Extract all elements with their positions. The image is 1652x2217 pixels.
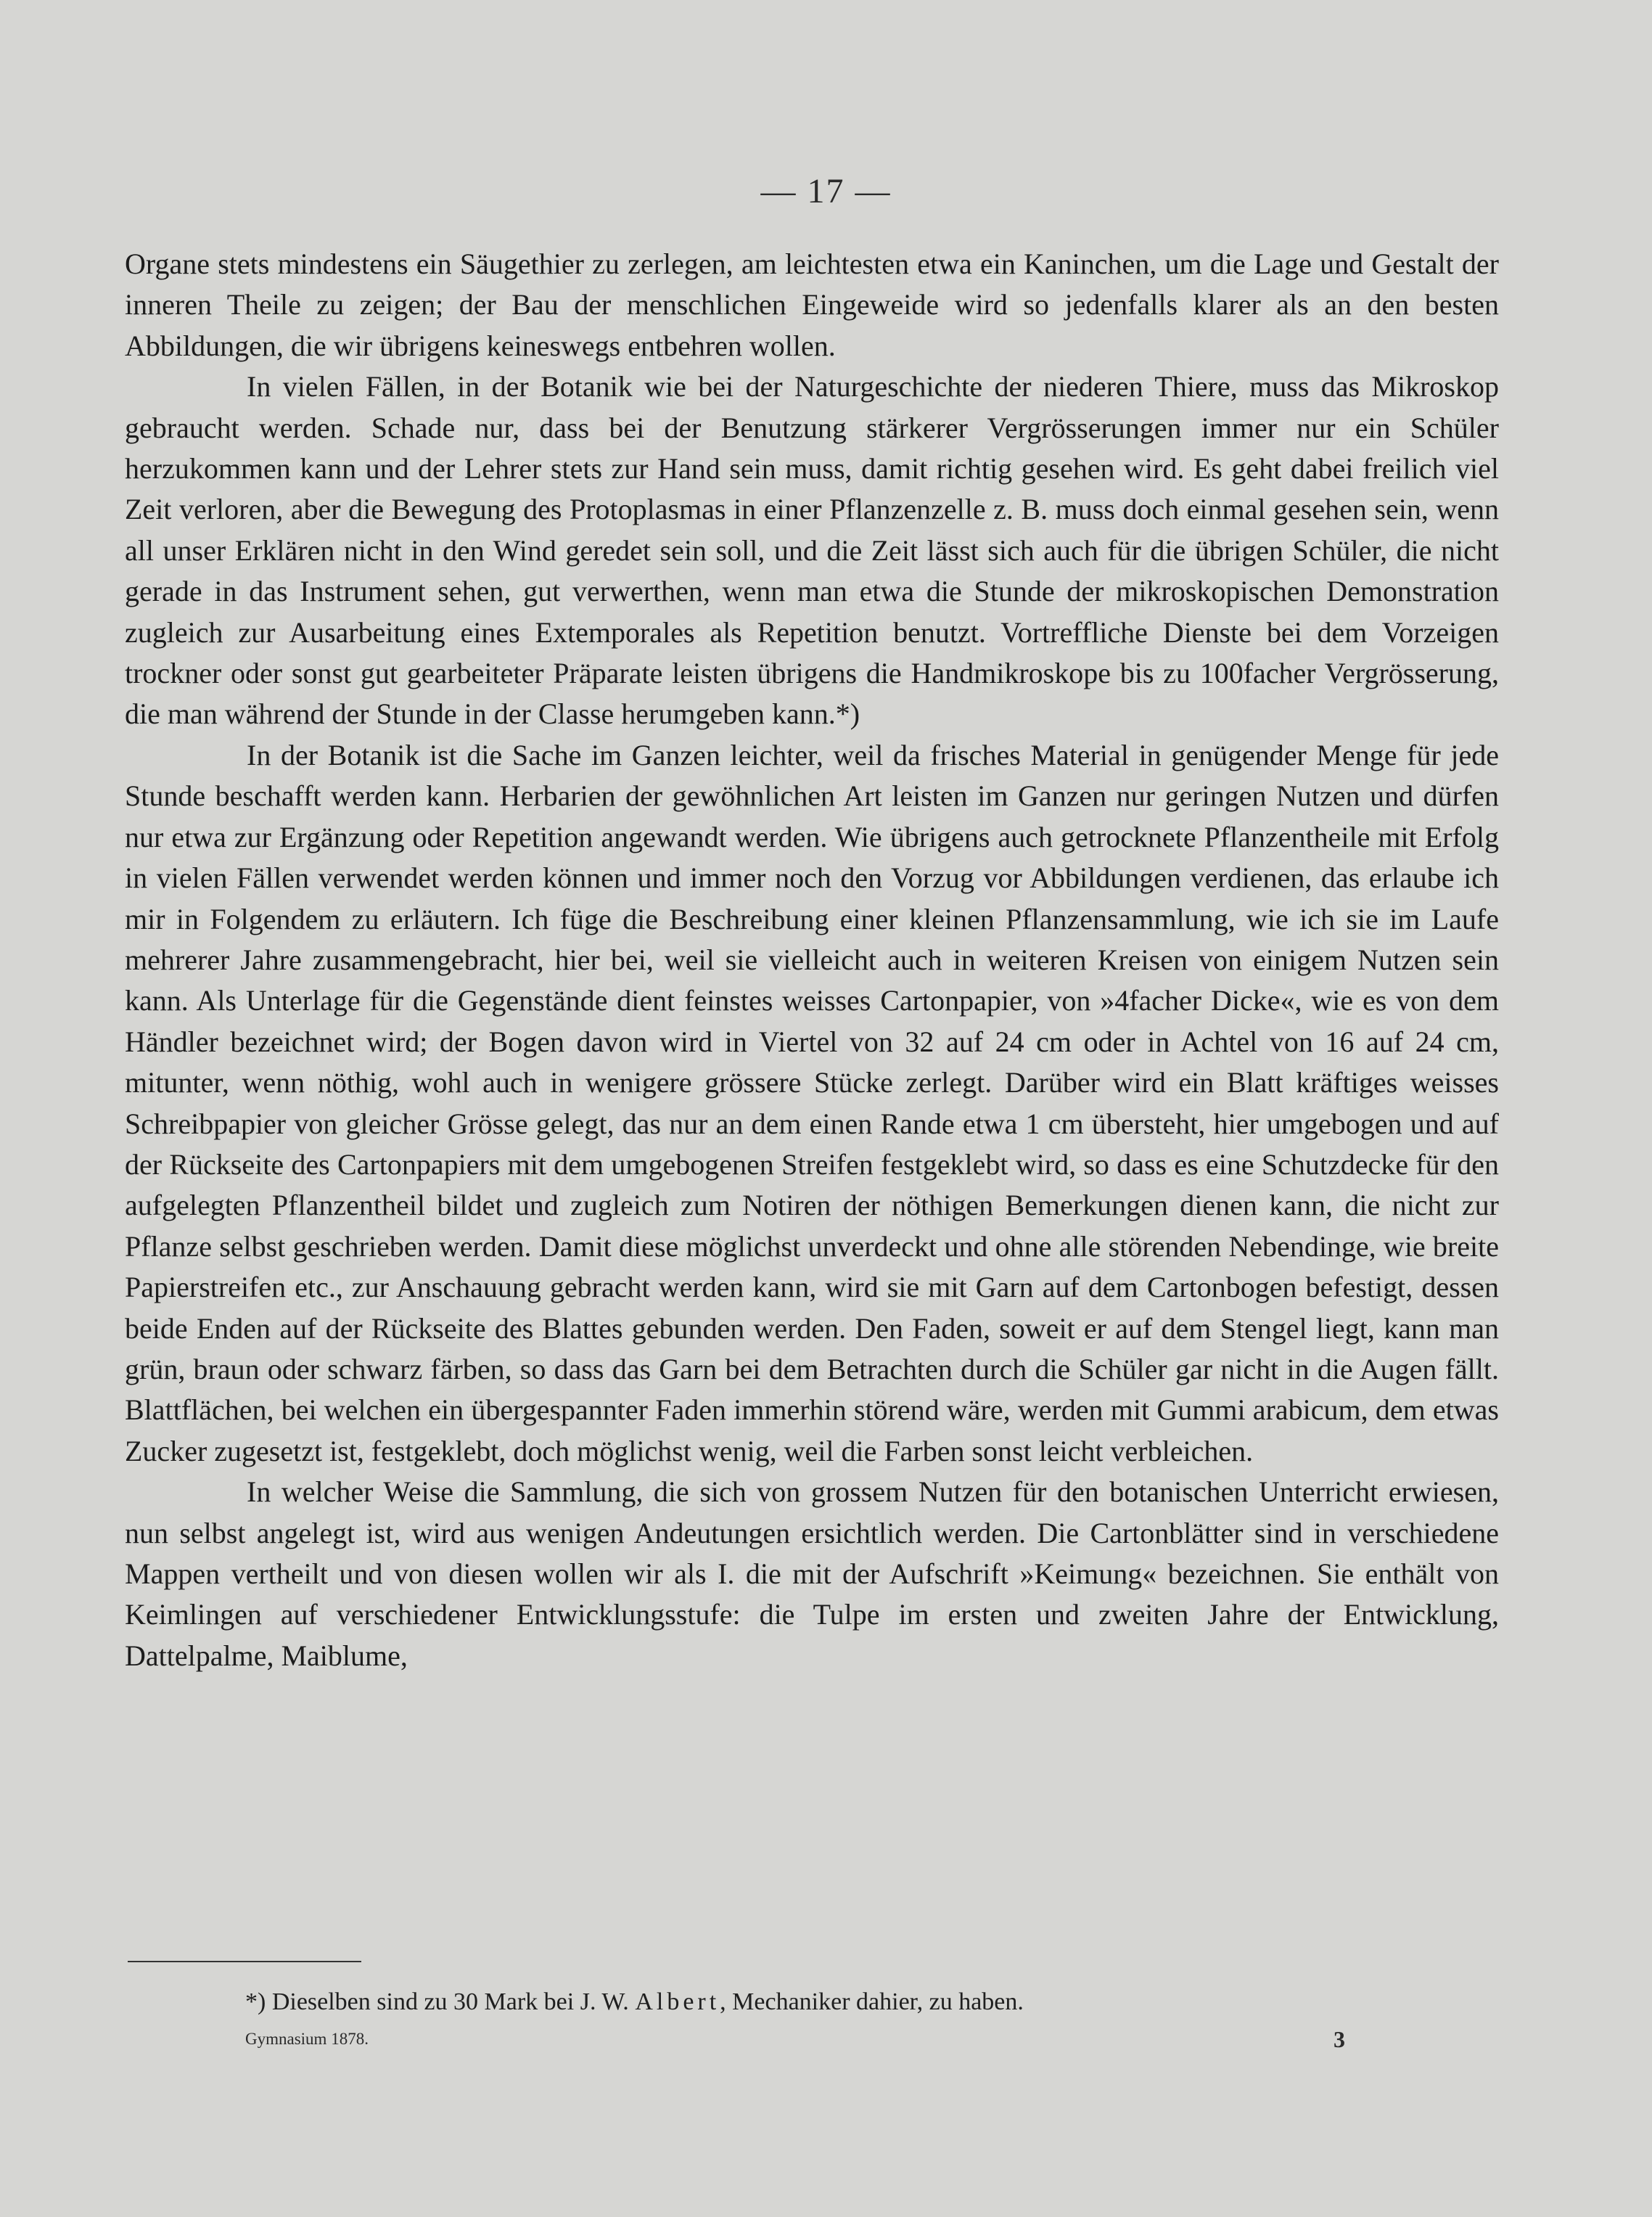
paragraph: In welcher Weise die Sammlung, die sich von grossem Nutzen für den botanischen Unterricht erwiesen, nun selbst angelegt ist, wird aus wenigen Andeutungen ersichtlich werden. Die Cartonblätter sind in verschiedene Mappen vertheilt und von diesen wollen wir als I. die mit der Aufschrift »Keimung« bezeichnen. Sie enthält von Keimlingen auf verschiedener Entwicklungsstufe: die Tulpe im ersten und zweiten Jahre der Entwicklung, Dattelpalme, Maiblume,: [125, 1475, 1499, 1672]
footnote: [245, 1988, 1522, 2017]
footnote-divider: [128, 1961, 361, 1962]
body-text: [125, 244, 1499, 1676]
paragraph: In vielen Fällen, in der Botanik wie bei der Naturgeschichte der niederen Thiere, muss das Mikroskop gebraucht werden. Schade nur, dass bei der Benutzung stärkerer Vergrösserungen immer nur ein Schüler herzukommen kann und der Lehrer stets zur Hand sein muss, damit richtig gesehen wird. Es geht dabei freilich viel Zeit verloren, aber die Bewegung des Protoplasmas in einer Pflanzenzelle z. B. muss doch einmal gesehen sein, wenn all unser Erklären nicht in den Wind geredet sein soll, und die Zeit lässt sich auch für die übrigen Schüler, die nicht gerade in das Instrument sehen, gut verwerthen, wenn man etwa die Stunde der mikroskopischen Demonstration zugleich zur Ausarbeitung eines Extemporales als Repetition benutzt. Vortreffliche Dienste bei dem Vorzeigen trockner oder sonst gut gearbeiteter Präparate leisten übrigens die Handmikroskope bis zu 100facher Vergrösserung, die man während der Stunde in der Classe herumgeben kann.*): [125, 370, 1499, 731]
footnote-text-end: , Mechaniker dahier, zu haben.: [720, 1988, 1024, 2015]
paragraph: Organe stets mindestens ein Säugethier zu zerlegen, am leichtesten etwa ein Kaninchen, um die Lage und Gestalt der inneren Theile zu zeigen; der Bau der menschlichen Eingeweide wird so jedenfalls klarer als an den besten Abbildungen, die wir übrigens keineswegs entbehren wollen.: [125, 247, 1499, 362]
signature-number: 3: [1333, 2026, 1345, 2052]
page-number: — 17 —: [760, 172, 892, 210]
footnote-text-start: *) Dieselben sind zu 30 Mark bei J. W.: [245, 1988, 636, 2015]
paragraph: In der Botanik ist die Sache im Ganzen leichter, weil da frisches Material in genügender Menge für jede Stunde beschafft werden kann. Herbarien der gewöhnlichen Art leisten im Ganzen nur geringen Nutzen und dürfen nur etwa zur Ergänzung oder Repetition angewandt werden. Wie übrigens auch getrocknete Pflanzentheile mit Erfolg in vielen Fällen verwendet werden können und immer noch den Vorzug vor Abbildungen verdienen, das erlaube ich mir in Folgendem zu erläutern. Ich füge die Beschreibung einer kleinen Pflanzensammlung, wie ich sie im Laufe mehrerer Jahre zusammengebracht, hier bei, weil sie vielleicht auch in weiteren Kreisen von einigem Nutzen sein kann. Als Unterlage für die Gegenstände dient feinstes weisses Cartonpapier, von »4facher Dicke«, wie es von dem Händler bezeichnet wird; der Bogen davon wird in Viertel von 32 auf 24 cm oder in Achtel von 16 auf 24 cm, mitunter, wenn nöthig, wohl auch in wenigere grössere Stücke zerlegt. Darüber wird ein Blatt kräftiges weisses Schreibpapier von gleicher Grösse gelegt, das nur an dem einen Rande etwa 1 cm übersteht, hier umgebogen und auf der Rückseite des Cartonpapiers mit dem umgebogenen Streifen festgeklebt wird, so dass es eine Schutzdecke für den aufgelegten Pflanzentheil bildet und zugleich zum Notiren der nöthigen Bemerkungen dienen kann, die nicht zur Pflanze selbst geschrieben werden. Damit diese möglichst unverdeckt und ohne alle störenden Nebendinge, wie breite Papierstreifen etc., zur Anschauung gebracht werden kann, wird sie mit Garn auf dem Cartonbogen befestigt, dessen beide Enden auf der Rückseite des Blattes gebunden werden. Den Faden, soweit er auf dem Stengel liegt, kann man grün, braun oder schwarz färben, so dass das Garn bei dem Betrachten durch die Schüler gar nicht in die Augen fällt. Blattflächen, bei welchen ein übergespannter Faden immerhin störend wäre, werden mit Gummi arabicum, dem etwas Zucker zugesetzt ist, festgeklebt, doch möglichst wenig, weil die Farben sonst leicht verbleichen.: [125, 738, 1499, 1467]
footnote-name: Albert: [635, 1988, 720, 2015]
signature-mark: Gymnasium 1878.: [245, 2030, 369, 2048]
